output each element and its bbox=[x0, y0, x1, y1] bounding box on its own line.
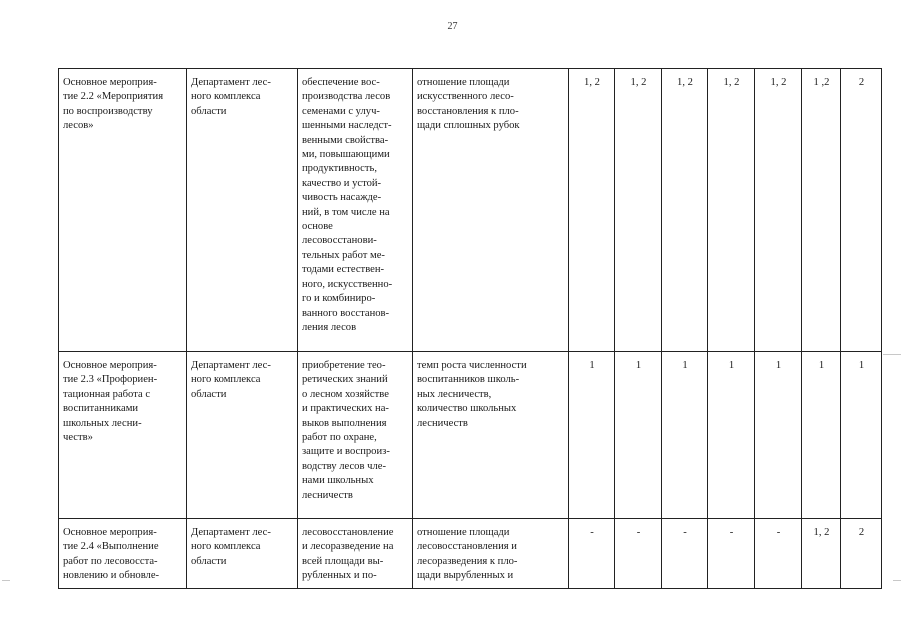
indicator-cell: темп роста численности воспитанников школь- ных лесничеств, количество школьных лесничеств bbox=[413, 352, 569, 519]
table-row bbox=[59, 69, 882, 352]
table-row bbox=[59, 519, 882, 589]
result-cell: лесовосстановление и лесоразведение на всей площади вы- рубленных и по- bbox=[298, 519, 413, 589]
indicator-cell: отношение площади лесовосстановления и лесоразведения к пло- щади вырубленных и bbox=[413, 519, 569, 589]
value-cell: 2 bbox=[841, 519, 882, 589]
value-cell: 1 bbox=[615, 352, 662, 519]
scan-mark bbox=[893, 580, 901, 581]
executor-cell: Департамент лес- ного комплекса области bbox=[187, 69, 298, 352]
value-cell: - bbox=[569, 519, 615, 589]
value-cell: 1, 2 bbox=[615, 69, 662, 352]
value-cell: - bbox=[708, 519, 755, 589]
value-cell: 1, 2 bbox=[569, 69, 615, 352]
measures-table bbox=[58, 68, 882, 589]
value-cell: 1, 2 bbox=[708, 69, 755, 352]
result-cell: обеспечение вос- производства лесов семенами с улуч- шенными наследст- венными свойства- ми, повышающими продуктивность, качество и устой- чивость насажде- ний, в том числе на основе лесовосстанови- тельных работ ме- тодами естествен- ного, искусственно- го и комбиниро- ванного восстанов- ления лесов bbox=[298, 69, 413, 352]
value-cell: - bbox=[755, 519, 802, 589]
indicator-cell: отношение площади искусственного лесо- восстановления к пло- щади сплошных рубок bbox=[413, 69, 569, 352]
scan-mark bbox=[883, 354, 901, 355]
measure-cell: Основное мероприя- тие 2.4 «Выполнение работ по лесовосста- новлению и обновле- bbox=[59, 519, 187, 589]
value-cell: 1, 2 bbox=[662, 69, 708, 352]
value-cell: 1 bbox=[841, 352, 882, 519]
measure-cell: Основное мероприя- тие 2.2 «Мероприятия по воспроизводству лесов» bbox=[59, 69, 187, 352]
value-cell: 1 bbox=[662, 352, 708, 519]
value-cell: - bbox=[662, 519, 708, 589]
executor-cell: Департамент лес- ного комплекса области bbox=[187, 352, 298, 519]
page-number: 27 bbox=[447, 21, 458, 32]
value-cell: 1, 2 bbox=[755, 69, 802, 352]
value-cell: 1, 2 bbox=[802, 519, 841, 589]
table-row bbox=[59, 352, 882, 519]
value-cell: - bbox=[615, 519, 662, 589]
measure-cell: Основное мероприя- тие 2.3 «Профориен- тационная работа с воспитанниками школьных лесни- честв» bbox=[59, 352, 187, 519]
value-cell: 1 bbox=[755, 352, 802, 519]
result-cell: приобретение тео- ретических знаний о лесном хозяйстве и практических на- выков выполнения работ по охране, защите и воспроиз- водству лесов чле- нами школьных лесничеств bbox=[298, 352, 413, 519]
executor-cell: Департамент лес- ного комплекса области bbox=[187, 519, 298, 589]
value-cell: 1 bbox=[569, 352, 615, 519]
value-cell: 2 bbox=[841, 69, 882, 352]
value-cell: 1 bbox=[802, 352, 841, 519]
scan-mark bbox=[2, 580, 10, 581]
value-cell: 1 ,2 bbox=[802, 69, 841, 352]
value-cell: 1 bbox=[708, 352, 755, 519]
